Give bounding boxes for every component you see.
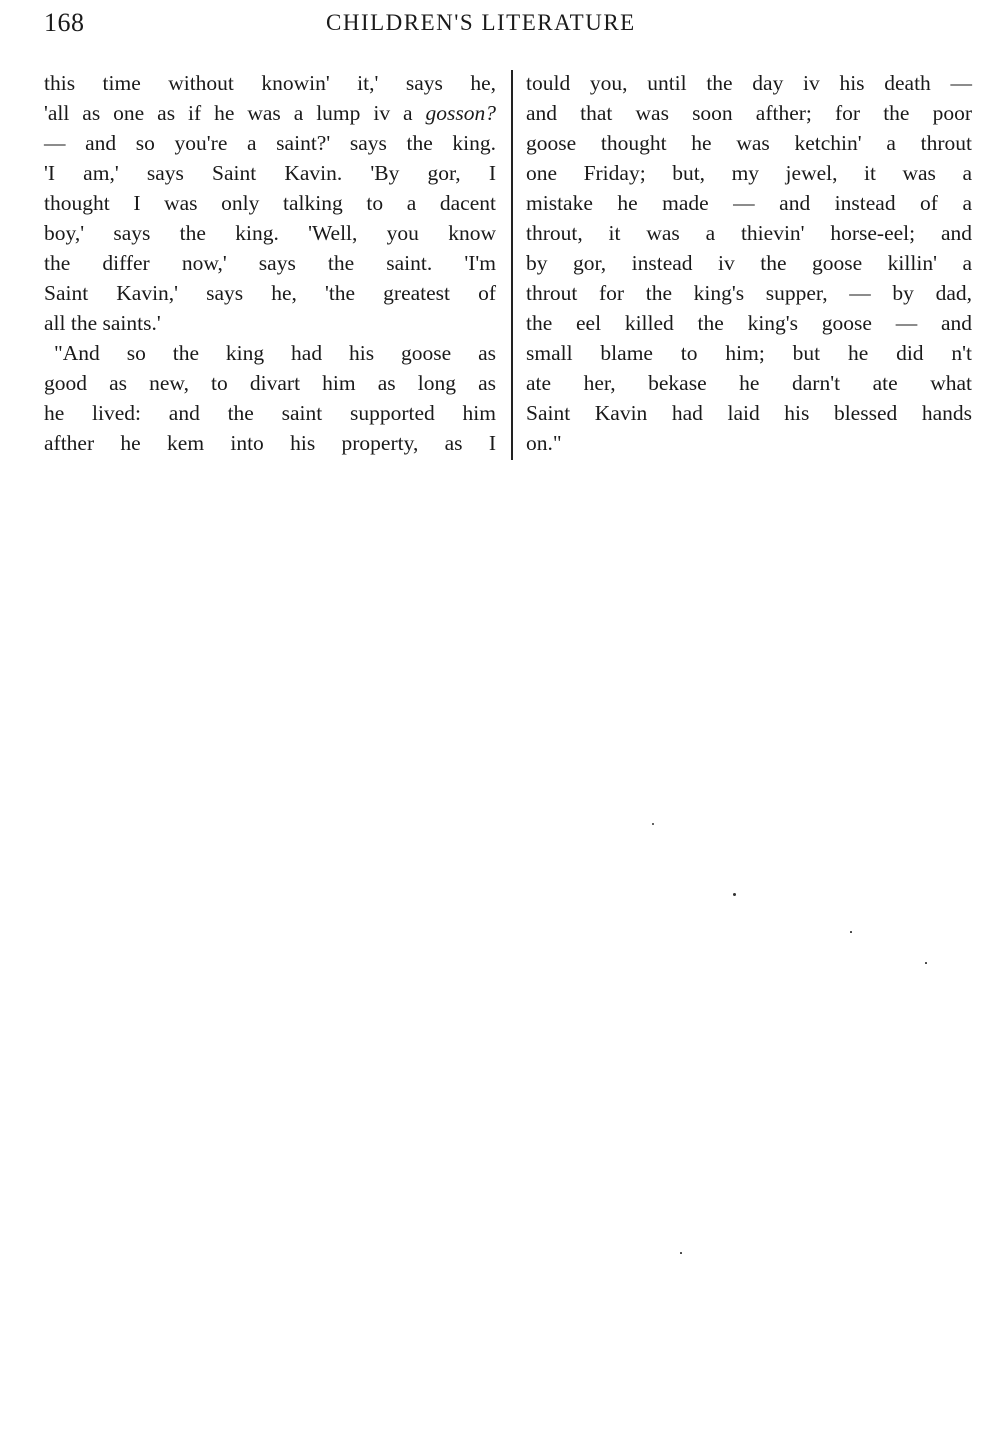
text-line: ate her, bekase he darn't ate what <box>526 371 972 395</box>
text-line: — and so you're a saint?' says the king. <box>44 131 496 155</box>
scan-speck <box>925 962 927 964</box>
line-text: 'all as one as if he was a lump iv a <box>44 101 426 125</box>
text-line: goose thought he was ketchin' a throut <box>526 131 972 155</box>
text-line: boy,' says the king. 'Well, you know <box>44 221 496 245</box>
text-line: thought I was only talking to a dacent <box>44 191 496 215</box>
italic-word: gosson? <box>425 101 496 125</box>
text-line: on." <box>526 431 562 455</box>
text-line: small blame to him; but he did n't <box>526 341 972 365</box>
text-line: 'I am,' says Saint Kavin. 'By gor, I <box>44 161 496 185</box>
text-line: one Friday; but, my jewel, it was a <box>526 161 972 185</box>
text-line: good as new, to divart him as long as <box>44 371 496 395</box>
scan-speck <box>652 823 654 825</box>
column-rule <box>511 70 513 460</box>
text-line: throut, it was a thievin' horse-eel; and <box>526 221 972 245</box>
text-line: mistake he made — and instead of a <box>526 191 972 215</box>
text-line: the differ now,' says the saint. 'I'm <box>44 251 496 275</box>
running-head: CHILDREN'S LITERATURE <box>326 10 636 35</box>
text-line: afther he kem into his property, as I <box>44 431 496 455</box>
scan-speck <box>850 931 852 933</box>
scan-speck <box>733 893 736 896</box>
scan-speck <box>680 1252 682 1254</box>
text-line: "And so the king had his goose as <box>54 341 496 365</box>
left-column <box>44 68 496 458</box>
text-line: he lived: and the saint supported him <box>44 401 496 425</box>
text-line: and that was soon afther; for the poor <box>526 101 972 125</box>
text-line: the eel killed the king's goose — and <box>526 311 972 335</box>
text-line: this time without knowin' it,' says he, <box>44 71 496 95</box>
text-line: by gor, instead iv the goose killin' a <box>526 251 972 275</box>
text-line <box>44 98 496 128</box>
page-number: 168 <box>44 8 85 37</box>
text-line: all the saints.' <box>44 311 161 335</box>
text-line: throut for the king's supper, — by dad, <box>526 281 972 305</box>
text-line: tould you, until the day iv his death — <box>526 71 972 95</box>
right-column <box>526 68 972 458</box>
text-line: Saint Kavin had laid his blessed hands <box>526 401 972 425</box>
text-line: Saint Kavin,' says he, 'the greatest of <box>44 281 496 305</box>
